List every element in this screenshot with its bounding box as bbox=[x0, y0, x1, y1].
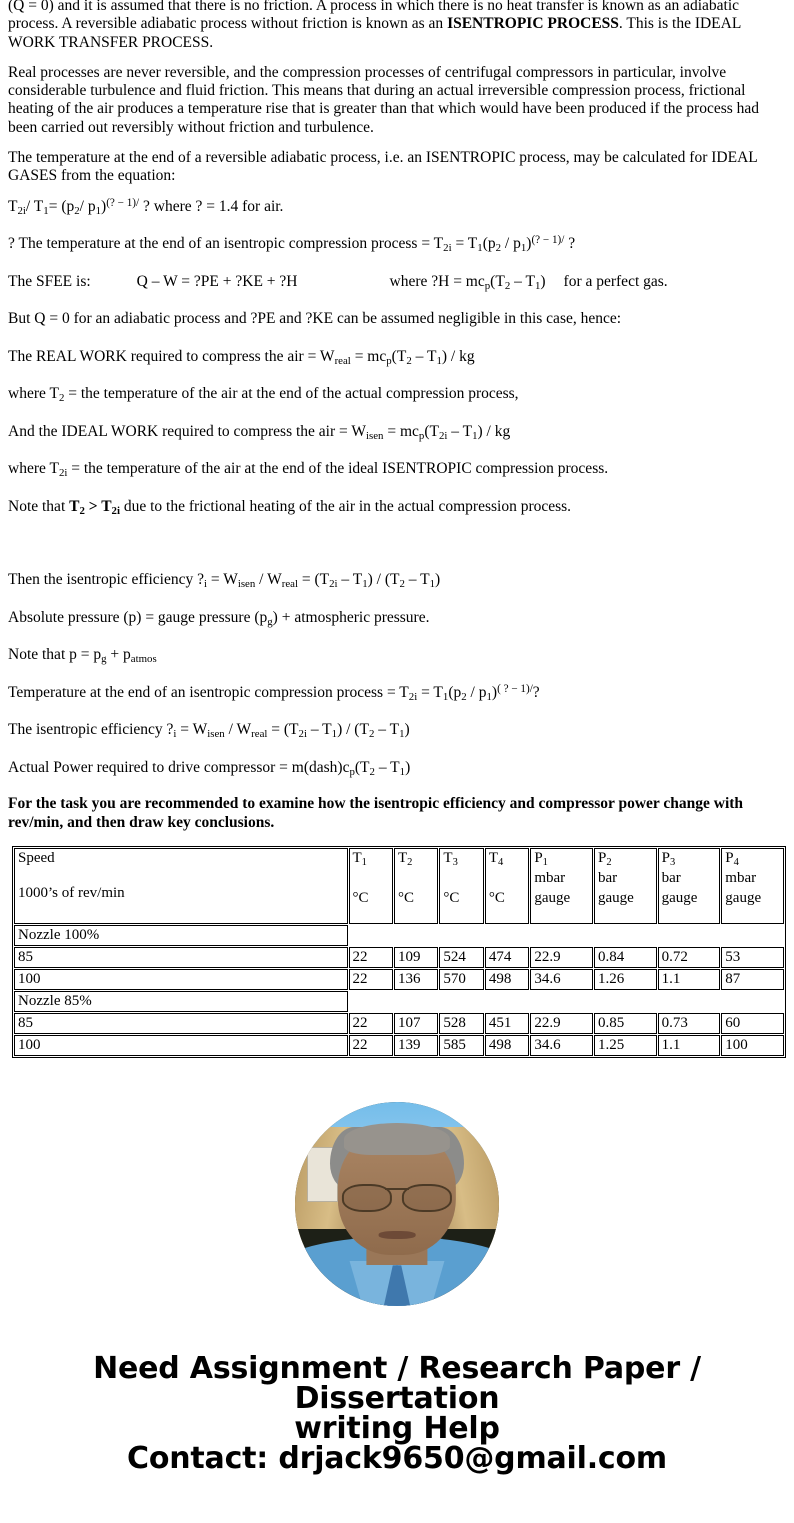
cell-P4: 60 bbox=[721, 1013, 784, 1034]
eff2-mid: ) / (T bbox=[337, 721, 369, 739]
temp-pre: Temperature at the end of an isentropic compression process = T bbox=[8, 683, 409, 701]
group-blank bbox=[394, 925, 438, 946]
eff2-eq: = W bbox=[176, 721, 208, 739]
sfee-tail: for a perfect gas. bbox=[563, 272, 668, 290]
cell-T2: 107 bbox=[394, 1013, 438, 1034]
paragraph-text: (Q = 0) and it is assumed that there is no friction. A process in which there is no heat transfer is known as an adiabatic process. A reversible adiabatic process without friction is known as an bbox=[8, 0, 740, 33]
header-speed-line2: 1000’s of rev/min bbox=[18, 885, 125, 902]
eq1-slash: / p bbox=[79, 197, 96, 215]
cell-P1: 34.6 bbox=[530, 1035, 593, 1056]
equation-temperature-isentropic-end bbox=[8, 684, 786, 703]
whereT2i-pre: where T bbox=[8, 460, 59, 478]
eq1-eq: = (p bbox=[48, 197, 75, 215]
promotional-footer bbox=[8, 1351, 786, 1477]
power-pre: Actual Power required to drive compressor = m(dash)c bbox=[8, 758, 350, 776]
avatar-glasses-bridge bbox=[385, 1188, 409, 1190]
eq1-sub-1: 1 bbox=[43, 204, 49, 217]
equation-ideal-work bbox=[8, 423, 786, 442]
group-label-nozzle-100: Nozzle 100% bbox=[14, 925, 348, 946]
eff1-sub-1: 1 bbox=[362, 578, 368, 591]
equation-isentropic-efficiency-2 bbox=[8, 721, 786, 740]
temp-sub-p2: 2 bbox=[461, 690, 467, 703]
eq2-tail: ? bbox=[564, 235, 576, 253]
header-cell-P1 bbox=[530, 848, 593, 924]
table-body bbox=[14, 848, 784, 1056]
eq1-close: ) bbox=[101, 197, 107, 215]
eq2-sub-p1: 1 bbox=[520, 242, 527, 255]
eq2-pre: ? The temperature at the end of an isentropic compression process = T bbox=[8, 235, 444, 253]
eq1-exponent: (? − 1)/ bbox=[106, 196, 140, 209]
cell-T3: 528 bbox=[439, 1013, 483, 1034]
cell-T4: 498 bbox=[485, 969, 529, 990]
group-blank bbox=[594, 925, 657, 946]
whereT2i-tail: = the temperature of the air at the end of the ideal ISENTROPIC compression process. bbox=[67, 460, 609, 478]
ideal-sub-1: 1 bbox=[472, 429, 478, 442]
notep-mid: + p bbox=[106, 646, 131, 664]
cell-P2: 0.85 bbox=[594, 1013, 657, 1034]
eff1-eq: = W bbox=[206, 571, 238, 589]
header-unit2: °C bbox=[352, 890, 369, 907]
ideal-tail: ) / kg bbox=[477, 422, 511, 440]
eq1-mid: / T bbox=[25, 197, 44, 215]
header-unit-spacer bbox=[353, 870, 389, 890]
cell-speed: 85 bbox=[14, 1013, 348, 1034]
ideal-mid: = mc bbox=[383, 422, 419, 440]
temp-exponent: ( ? − 1)/ bbox=[497, 682, 533, 695]
avatar bbox=[295, 1102, 499, 1306]
notep-pre: Note that p = p bbox=[8, 646, 102, 664]
equation-isentropic-efficiency-1 bbox=[8, 571, 786, 590]
group-blank bbox=[658, 991, 721, 1012]
group-label-nozzle-85: Nozzle 85% bbox=[14, 991, 348, 1012]
eff2-sub-real: real bbox=[251, 728, 268, 741]
eff2-close: ) bbox=[404, 721, 410, 739]
cell-P3: 0.72 bbox=[658, 947, 721, 968]
cell-P1: 22.9 bbox=[530, 947, 593, 968]
group-blank bbox=[439, 925, 483, 946]
cell-T3: 524 bbox=[439, 947, 483, 968]
header-cell-P4 bbox=[721, 848, 784, 924]
statement-adiabatic-assumption: But Q = 0 for an adiabatic process and ?PE and ?KE can be assumed negligible in this case, hence: bbox=[8, 310, 622, 328]
power-close: ) bbox=[405, 758, 411, 776]
header-symbol: $T_1$ bbox=[352, 850, 367, 869]
note-b2: T bbox=[101, 497, 112, 515]
eff1-close: ) bbox=[435, 571, 441, 589]
sfee-sub-2: 2 bbox=[504, 279, 511, 292]
header-symbol: $P_4$ bbox=[725, 850, 739, 869]
power-open: (T bbox=[354, 758, 370, 776]
header-unit1: bar bbox=[597, 870, 618, 887]
real-sub-1: 1 bbox=[436, 354, 442, 367]
temp-sub-2i: 2i bbox=[408, 690, 418, 703]
table-row bbox=[14, 969, 784, 990]
eff1-minus1: – T bbox=[337, 571, 363, 589]
eq2-exponent: (? − 1)/ bbox=[531, 234, 565, 247]
group-blank bbox=[439, 991, 483, 1012]
ideal-sub-p: p bbox=[418, 429, 425, 442]
table-row bbox=[14, 947, 784, 968]
cell-P4: 100 bbox=[721, 1035, 784, 1056]
cell-T3: 570 bbox=[439, 969, 483, 990]
header-symbol: $P_3$ bbox=[661, 850, 676, 869]
promo-contact-email: Contact: drjack9650@gmail.com bbox=[127, 1441, 667, 1477]
avatar-mouth bbox=[379, 1231, 416, 1239]
eff1-sub-i: i bbox=[203, 578, 207, 591]
header-unit2: °C bbox=[443, 890, 460, 907]
cell-P1: 22.9 bbox=[530, 1013, 593, 1034]
note-bold-T2 bbox=[69, 498, 85, 515]
eff2-sub-i: i bbox=[173, 728, 177, 741]
abs-tail: ) + atmospheric pressure. bbox=[272, 608, 430, 626]
cell-P3: 0.73 bbox=[658, 1013, 721, 1034]
header-symbol: $P_1$ bbox=[534, 850, 548, 869]
promo-line-1: Need Assignment / Research Paper / Dissertation bbox=[93, 1351, 701, 1417]
group-blank bbox=[394, 991, 438, 1012]
eff1-div: / W bbox=[255, 571, 282, 589]
promo-line-2: writing Help bbox=[294, 1411, 500, 1447]
paragraph-adiabatic bbox=[8, 0, 786, 52]
definition-absolute-pressure bbox=[8, 609, 786, 628]
note-pre: Note that bbox=[8, 497, 70, 515]
cell-P2: 1.25 bbox=[594, 1035, 657, 1056]
definition-T2i bbox=[8, 460, 786, 479]
eff2-sub-1: 1 bbox=[331, 728, 338, 741]
avatar-hair-top bbox=[344, 1123, 450, 1156]
ideal-sub-2i: 2i bbox=[438, 429, 448, 442]
compressor-data-table bbox=[12, 846, 786, 1058]
sfee-sub-p: p bbox=[484, 279, 491, 292]
cell-T4: 498 bbox=[485, 1035, 529, 1056]
cell-T1: 22 bbox=[349, 1035, 393, 1056]
ideal-open: (T bbox=[424, 422, 439, 440]
cell-T2: 109 bbox=[394, 947, 438, 968]
note-tail: due to the frictional heating of the air in the actual compression process. bbox=[119, 497, 572, 515]
cell-speed: 100 bbox=[14, 969, 348, 990]
equation-actual-power bbox=[8, 759, 786, 778]
temp-eq: = T bbox=[417, 683, 443, 701]
header-cell-T1 bbox=[349, 848, 393, 924]
abs-pre: Absolute pressure (p) = gauge pressure (p bbox=[8, 608, 268, 626]
cell-P1: 34.6 bbox=[530, 969, 593, 990]
note-pressure-relation bbox=[8, 646, 786, 665]
ideal-sub: isen bbox=[365, 429, 384, 442]
note-b2-sub: 2i bbox=[111, 504, 120, 517]
eq1-T: T bbox=[8, 197, 18, 215]
group-blank bbox=[721, 991, 784, 1012]
eff1-pre: Then the isentropic efficiency ? bbox=[8, 571, 204, 589]
group-blank bbox=[485, 925, 529, 946]
header-unit-spacer bbox=[489, 870, 525, 890]
cell-T1: 22 bbox=[349, 947, 393, 968]
header-cell-P2 bbox=[594, 848, 657, 924]
whereT2i-sub: 2i bbox=[58, 467, 68, 480]
table-row bbox=[14, 1035, 784, 1056]
cell-T2: 136 bbox=[394, 969, 438, 990]
real-minus: – T bbox=[411, 347, 437, 365]
temp-sub-1: 1 bbox=[442, 690, 449, 703]
header-unit2: gauge bbox=[725, 890, 762, 907]
real-tail: ) / kg bbox=[441, 347, 475, 365]
group-blank bbox=[349, 991, 393, 1012]
eq2-sub-2i: 2i bbox=[443, 242, 452, 255]
sfee-body: Q – W = ?PE + ?KE + ?H bbox=[136, 272, 298, 290]
header-speed-line1: Speed bbox=[18, 850, 55, 867]
cell-P3: 1.1 bbox=[658, 969, 721, 990]
cell-T1: 22 bbox=[349, 1013, 393, 1034]
header-cell-T4 bbox=[485, 848, 529, 924]
temp-close: ) bbox=[491, 683, 498, 701]
avatar-lens-right bbox=[402, 1184, 452, 1212]
eff1-sub-1b: 1 bbox=[429, 578, 436, 591]
eff1-minus2: – T bbox=[404, 571, 430, 589]
group-blank bbox=[594, 991, 657, 1012]
real-pre: The REAL WORK required to compress the air = W bbox=[8, 347, 335, 365]
table-group-row bbox=[14, 925, 784, 946]
isentropic-process-bold: ISENTROPIC PROCESS bbox=[447, 15, 619, 33]
header-unit-spacer bbox=[398, 870, 434, 890]
temp-slash: / p bbox=[466, 683, 487, 701]
header-cell-P3 bbox=[658, 848, 721, 924]
eff2-sub-2i: 2i bbox=[298, 728, 307, 741]
eq2-sub-p2: 2 bbox=[495, 242, 502, 255]
header-symbol: $T_4$ bbox=[488, 850, 504, 869]
sfee-where: where ?H = mc bbox=[389, 272, 485, 290]
eff1-sub-real: real bbox=[281, 578, 298, 591]
ideal-pre: And the IDEAL WORK required to compress the air = W bbox=[8, 422, 366, 440]
header-unit2: gauge bbox=[534, 890, 571, 907]
sfee-closeparen: ) bbox=[540, 272, 546, 290]
cell-speed: 100 bbox=[14, 1035, 348, 1056]
header-cell-speed bbox=[14, 848, 348, 924]
power-sub-1: 1 bbox=[399, 765, 406, 778]
sfee-sub-1: 1 bbox=[534, 279, 541, 292]
eff2-sub-isen: isen bbox=[207, 728, 225, 741]
table-header-row bbox=[14, 848, 784, 924]
table-row bbox=[14, 1013, 784, 1034]
note-b1: T bbox=[69, 497, 80, 515]
eq1-sub-p2: 2 bbox=[74, 204, 80, 217]
header-symbol: $T_2$ bbox=[397, 850, 413, 869]
notep-sub-g: g bbox=[101, 653, 107, 666]
real-open: (T bbox=[391, 347, 407, 365]
header-cell-T2 bbox=[394, 848, 438, 924]
sfee-minus: – T bbox=[510, 272, 535, 290]
eq1-tail: ? where ? = 1.4 for air. bbox=[139, 197, 284, 215]
real-sub-2: 2 bbox=[406, 354, 412, 367]
notep-sub-atmos: atmos bbox=[130, 653, 157, 666]
whereT2-pre: where T bbox=[8, 385, 59, 403]
real-sub-p: p bbox=[386, 354, 392, 367]
eq1-sub-2i: 2i bbox=[17, 204, 26, 217]
power-sub-2: 2 bbox=[369, 765, 375, 778]
compressor-data-table-wrap bbox=[12, 846, 786, 1058]
paragraph-real-processes: Real processes are never reversible, and the compression processes of centrifugal compressors in particular, involve considerable turbulence and fluid friction. This means that during an actual irreversible compression process, frictional heating of the air produces a temperature rise that is greater than that which would have been produced if the process had been carried out reversibly without friction and turbulence. bbox=[8, 63, 760, 136]
cell-T4: 474 bbox=[485, 947, 529, 968]
header-unit1: mbar bbox=[534, 870, 566, 887]
eff2-sub-2: 2 bbox=[368, 728, 375, 741]
cell-P2: 1.26 bbox=[594, 969, 657, 990]
real-sub: real bbox=[334, 354, 351, 367]
group-blank bbox=[530, 991, 593, 1012]
ideal-minus: – T bbox=[447, 422, 473, 440]
temp-open: (p bbox=[448, 683, 462, 701]
cell-T2: 139 bbox=[394, 1035, 438, 1056]
header-unit2: gauge bbox=[661, 890, 698, 907]
eff2-pre: The isentropic efficiency ? bbox=[8, 721, 174, 739]
eq2-sub-1: 1 bbox=[477, 242, 483, 255]
eff2-eq2: = (T bbox=[267, 721, 299, 739]
header-unit1: bar bbox=[661, 870, 681, 887]
note-T2-greater-T2i bbox=[8, 498, 786, 517]
group-blank bbox=[485, 991, 529, 1012]
eq2-slash: / p bbox=[501, 235, 521, 253]
real-mid: = mc bbox=[350, 347, 387, 365]
power-sub-p: p bbox=[349, 765, 355, 778]
cell-T3: 585 bbox=[439, 1035, 483, 1056]
cell-T1: 22 bbox=[349, 969, 393, 990]
temp-sub-p1: 1 bbox=[486, 690, 492, 703]
equation-real-work bbox=[8, 348, 786, 367]
eff1-sub-2: 2 bbox=[399, 578, 405, 591]
cell-P4: 53 bbox=[721, 947, 784, 968]
eq1-sub-p1: 1 bbox=[95, 204, 102, 217]
eq2-open: (p bbox=[482, 235, 496, 253]
header-unit2: °C bbox=[488, 890, 505, 907]
equation-isentropic-temperature bbox=[8, 235, 786, 254]
header-symbol: $P_2$ bbox=[597, 850, 612, 869]
sfee-label: The SFEE is: bbox=[8, 272, 91, 290]
eff2-minus1: – T bbox=[306, 721, 332, 739]
header-unit-spacer bbox=[443, 870, 479, 890]
task-instruction: For the task you are recommended to examine how the isentropic efficiency and compressor power change with rev/min, and then draw key conclusions. bbox=[8, 795, 744, 831]
eff1-sub-isen: isen bbox=[237, 578, 256, 591]
header-unit1: mbar bbox=[725, 870, 757, 887]
cell-T4: 451 bbox=[485, 1013, 529, 1034]
cell-P3: 1.1 bbox=[658, 1035, 721, 1056]
group-blank bbox=[658, 925, 721, 946]
eq2-close: ) bbox=[526, 235, 532, 253]
cell-P2: 0.84 bbox=[594, 947, 657, 968]
header-unit2: °C bbox=[397, 890, 414, 907]
whereT2-tail: = the temperature of the air at the end of the actual compression process, bbox=[64, 385, 519, 403]
author-photo-zone bbox=[8, 1102, 786, 1306]
equation-sfee bbox=[8, 273, 786, 292]
group-blank bbox=[349, 925, 393, 946]
eff2-div: / W bbox=[224, 721, 252, 739]
note-bold-T2i bbox=[101, 498, 120, 515]
definition-T2 bbox=[8, 385, 786, 404]
eff1-eq2: = (T bbox=[297, 571, 330, 589]
table-group-row bbox=[14, 991, 784, 1012]
group-blank bbox=[530, 925, 593, 946]
note-b1-sub: 2 bbox=[79, 504, 85, 517]
note-gt: > bbox=[84, 497, 102, 515]
equation-isentropic-ratio bbox=[8, 198, 786, 217]
eff1-mid: ) / (T bbox=[367, 571, 400, 589]
paragraph-tail: . This is the IDEAL WORK TRANSFER PROCESS. bbox=[8, 15, 741, 51]
header-symbol: $T_3$ bbox=[443, 850, 458, 869]
whereT2-sub: 2 bbox=[58, 392, 65, 405]
power-minus: – T bbox=[374, 758, 400, 776]
cell-speed: 85 bbox=[14, 947, 348, 968]
abs-sub-g: g bbox=[267, 615, 273, 628]
eff2-minus2: – T bbox=[374, 721, 400, 739]
paragraph-temperature-equation-intro: The temperature at the end of a reversible adiabatic process, i.e. an ISENTROPIC process, may be calculated for IDEAL GASES from the equation: bbox=[8, 149, 758, 185]
cell-P4: 87 bbox=[721, 969, 784, 990]
sfee-paren: (T bbox=[490, 272, 505, 290]
eff1-sub-2i: 2i bbox=[329, 578, 338, 591]
temp-tail: ? bbox=[532, 683, 540, 701]
section-spacer bbox=[8, 535, 786, 571]
eq2-mid: = T bbox=[451, 235, 478, 253]
group-blank bbox=[721, 925, 784, 946]
eff2-sub-1b: 1 bbox=[399, 728, 405, 741]
header-unit2: gauge bbox=[597, 890, 634, 907]
header-cell-T3 bbox=[439, 848, 483, 924]
